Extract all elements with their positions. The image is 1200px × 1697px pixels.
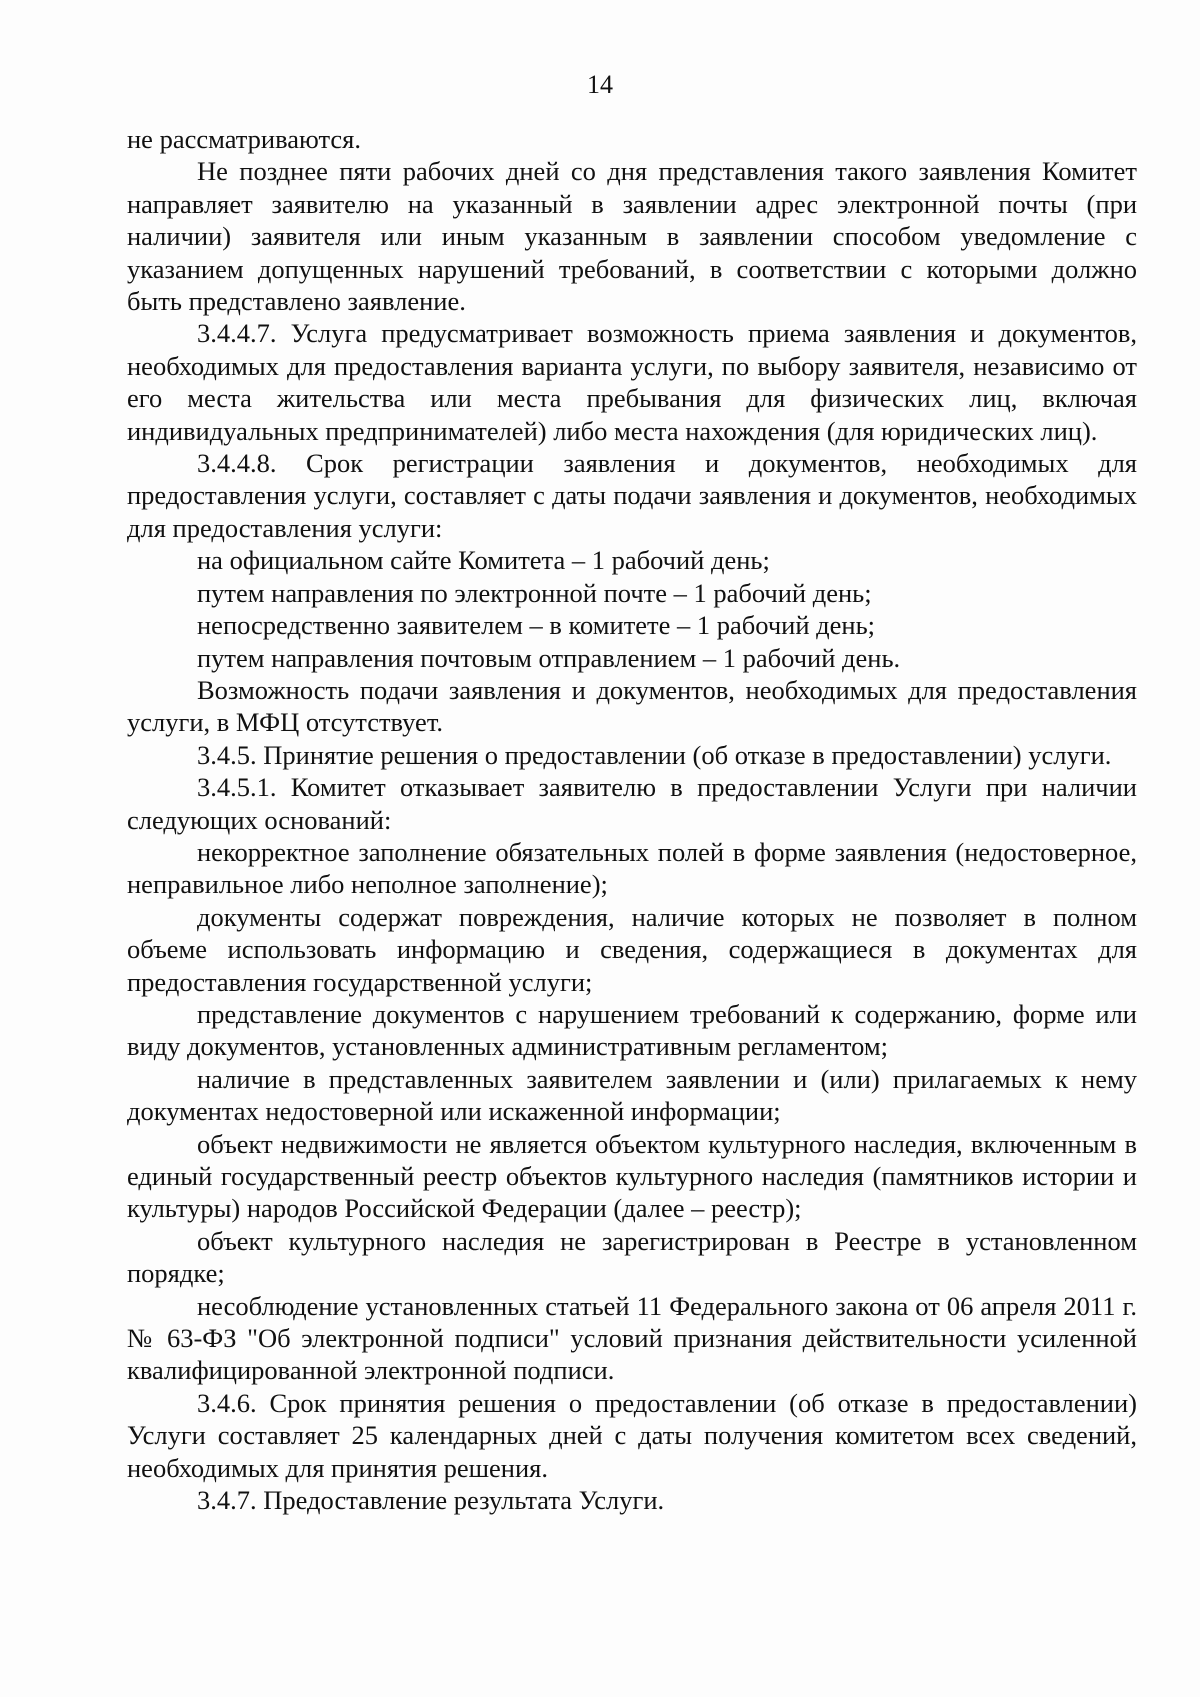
paragraph-5: Возможность подачи заявления и документов, необходимых для предоставления услуги, в МФЦ отсутствует.: [127, 674, 1137, 738]
paragraph-9: 3.4.7. Предоставление результата Услуги.: [197, 1485, 665, 1516]
paragraph-2: Не позднее пяти рабочих дней со дня представления такого заявления Комитет направляет заявителю на указанный в заявлении адрес электронной почты (при наличии) заявителя или иным указанным в заявлении способом уведомление с указанием допущенных нарушений требований, в соответствии с которыми должно быть представлено заявление.: [127, 156, 1137, 317]
paragraph-7: 3.4.5.1. Комитет отказывает заявителю в предоставлении Услуги при наличии следующих оснований:: [127, 772, 1137, 835]
list-item-email: путем направления по электронной почте – 1 рабочий день;: [197, 577, 872, 608]
ground-5: объект недвижимости не является объектом культурного наследия, включенным в единый государственный реестр объектов культурного наследия (памятников истории и культуры) народов Российской Федерации (далее – реестр);: [127, 1128, 1137, 1224]
ground-3: представление документов с нарушением требований к содержанию, форме или виду документов, установленных административным регламентом;: [127, 998, 1137, 1062]
ground-4: наличие в представленных заявителем заявлении и (или) прилагаемых к нему документах недостоверной или искаженной информации;: [127, 1063, 1137, 1127]
ground-2: документы содержат повреждения, наличие которых не позволяет в полном объеме использовать информацию и сведения, содержащиеся в документах для предоставления государственной услуги;: [127, 901, 1137, 997]
paragraph-4: 3.4.4.8. Срок регистрации заявления и документов, необходимых для предоставления услуги, составляет с даты подачи заявления и документов, необходимых для предоставления услуги:: [127, 448, 1137, 543]
ground-7: несоблюдение установленных статьей 11 Федерального закона от 06 апреля 2011 г. № 63-ФЗ "Об электронной подписи" условий признания действительности усиленной квалифицированной электронной подписи.: [127, 1290, 1137, 1386]
ground-6: объект культурного наследия не зарегистрирован в Реестре в установленном порядке;: [127, 1225, 1137, 1289]
list-item-directly: непосредственно заявителем – в комитете – 1 рабочий день;: [197, 610, 876, 641]
paragraph-1: не рассматриваются.: [127, 124, 361, 154]
paragraph-8: 3.4.6. Срок принятия решения о предоставлении (об отказе в предоставлении) Услуги составляет 25 календарных дней с даты получения комитетом всех сведений, необходимых для принятия решения.: [127, 1387, 1137, 1483]
paragraph-6: 3.4.5. Принятие решения о предоставлении (об отказе в предоставлении) услуги.: [197, 739, 1112, 770]
paragraph-3: 3.4.4.7. Услуга предусматривает возможность приема заявления и документов, необходимых для предоставления варианта услуги, по выбору заявителя, независимо от его места жительства или места пребывания для физических лиц, включая индивидуальных предпринимателей) либо места нахождения (для юридических лиц).: [127, 318, 1137, 446]
list-item-site: на официальном сайте Комитета – 1 рабочий день;: [197, 545, 770, 576]
page-number: 14: [587, 70, 613, 99]
list-item-mail: путем направления почтовым отправлением – 1 рабочий день.: [197, 642, 901, 673]
document-body: [127, 123, 1137, 1516]
ground-1: некорректное заполнение обязательных полей в форме заявления (недостоверное, неправильное либо неполное заполнение);: [127, 836, 1137, 900]
